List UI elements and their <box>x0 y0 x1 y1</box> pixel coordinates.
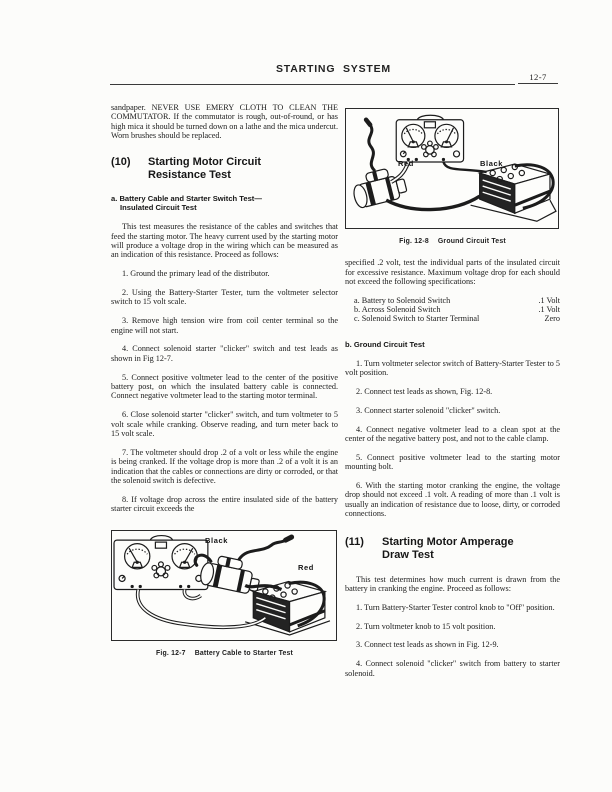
battery-tester <box>396 115 463 162</box>
step-item: 2. Connect test leads as shown, Fig. 12-8. <box>356 387 493 397</box>
right-column <box>345 103 560 678</box>
step-item: 3. Connect starter solenoid "clicker" switch. <box>356 405 501 415</box>
page-number: 12-7 <box>518 72 558 84</box>
paragraph-continuation: sandpaper. NEVER USE EMERY CLOTH TO CLEAN THE COMMUTATOR. If the commutator is rough, out-of-round, or has high mica it should be turned down on a lathe and the mica undercut. Worn brushes should be replaced. <box>111 103 338 141</box>
figure-12-7-illustration <box>111 530 337 641</box>
step-item: 6. Close solenoid starter "clicker" switch, and turn voltmeter to 5 volt scale while cranking. Observe reading, and turn meter back to 15 volt scale. <box>111 410 338 439</box>
section-10-heading <box>111 156 338 183</box>
paragraph-continuation: specified .2 volt, test the individual parts of the insulated circuit for excessive resistance. Maximum voltage drop for each should not exceed the following specifications: <box>345 258 560 287</box>
header-rule <box>110 84 515 85</box>
step-item: 5. Connect positive voltmeter lead to the starting motor mounting bolt. <box>345 452 560 472</box>
page-title: STARTING SYSTEM <box>276 63 391 75</box>
step-item: 4. Connect negative voltmeter lead to a clean spot at the center of the negative battery post, and not to the cable clamp. <box>345 424 560 444</box>
step-item: 1. Turn voltmeter selector switch of Battery-Starter Tester to 5 volt position. <box>345 358 560 378</box>
step-item: 1. Turn Battery-Starter Tester control knob to "Off" position. <box>356 602 555 612</box>
left-column <box>111 103 338 658</box>
step-item: 5. Connect positive voltmeter lead to the center of the positive battery post, on which the insulated battery cable is connected. Connect negative voltmeter lead to the starting motor terminal. <box>111 372 338 401</box>
wire-label-red: Red <box>398 159 414 168</box>
wire-label-black: Black <box>480 159 504 168</box>
ground-circuit-test-drawing <box>346 109 558 228</box>
spec-row: c. Solenoid Switch to Starter Terminal Zero <box>354 314 560 324</box>
spec-row: b. Across Solenoid Switch .1 Volt <box>354 305 560 315</box>
step-item: 2. Using the Battery-Starter Tester, turn the voltmeter selector switch to 15 volt scale. <box>111 288 338 307</box>
step-item: 4. Connect solenoid "clicker" switch from battery to starter solenoid. <box>345 659 560 678</box>
wire-label-red: Red <box>298 562 314 572</box>
section-11-heading <box>345 536 560 563</box>
spec-row: a. Battery to Solenoid Switch .1 Volt <box>354 295 560 305</box>
step-item: 4. Connect solenoid starter "clicker" switch and test leads as shown in Fig 12-7. <box>111 344 338 363</box>
voltage-spec-list <box>345 296 560 324</box>
step-item: 2. Turn voltmeter knob to 15 volt position. <box>356 621 496 631</box>
step-item: 3. Remove high tension wire from coil center terminal so the engine will not start. <box>111 316 338 335</box>
subsection-b-heading: b. Ground Circuit Test <box>345 339 425 349</box>
starter-motor <box>350 165 408 209</box>
step-item: 8. If voltage drop across the entire insulated side of the battery starter circuit exceeds the <box>111 494 338 514</box>
wire-label-black: Black <box>205 535 229 545</box>
step-item: 3. Connect test leads as shown in Fig. 12-9. <box>356 640 499 650</box>
ground-cable <box>386 196 479 209</box>
subsection-a-heading: a. Battery Cable and Starter Switch Test— Insulated Circuit Test <box>111 193 262 213</box>
step-item: 6. With the starting motor cranking the engine, the voltage drop should not exceed .1 volt. A reading of more than .1 volt is usually an indication of resistance due to loose, dirty, or corroded connections. <box>345 481 560 519</box>
figure-12-8-illustration <box>345 108 559 229</box>
high-tension-cable <box>239 540 285 559</box>
step-item: 1. Ground the primary lead of the distributor. <box>122 269 270 279</box>
figure-12-7-caption: Fig. 12-7 Battery Cable to Starter Test <box>155 649 294 657</box>
section-title: Starting Motor Amperage Draw Test <box>382 535 514 562</box>
section-number: (10) <box>111 155 131 168</box>
paragraph: This test measures the resistance of the cables and switches that feed the starting motor. The heavy current used by the starting motor will produce a voltage drop in the wiring which can be measured as an indication of this resistance. Proceed as follows: <box>111 222 338 260</box>
section-title: Starting Motor Circuit Resistance Test <box>148 155 262 182</box>
figure-12-8-caption: Fig. 12-8 Ground Circuit Test <box>399 238 506 245</box>
battery-cable-to-starter-test-drawing <box>112 531 336 640</box>
motor-cable <box>369 125 374 170</box>
section-number: (11) <box>345 535 364 548</box>
paragraph: This test determines how much current is drawn from the battery in cranking the engine. Proceed as follows: <box>345 574 560 594</box>
step-item: 7. The voltmeter should drop .2 of a volt or less while the engine is being cranked. If the voltage drop is more than .2 of a volt it is an indication that the cables or connections are dirty or corroded, or that the solenoid switch is defective. <box>111 447 338 486</box>
